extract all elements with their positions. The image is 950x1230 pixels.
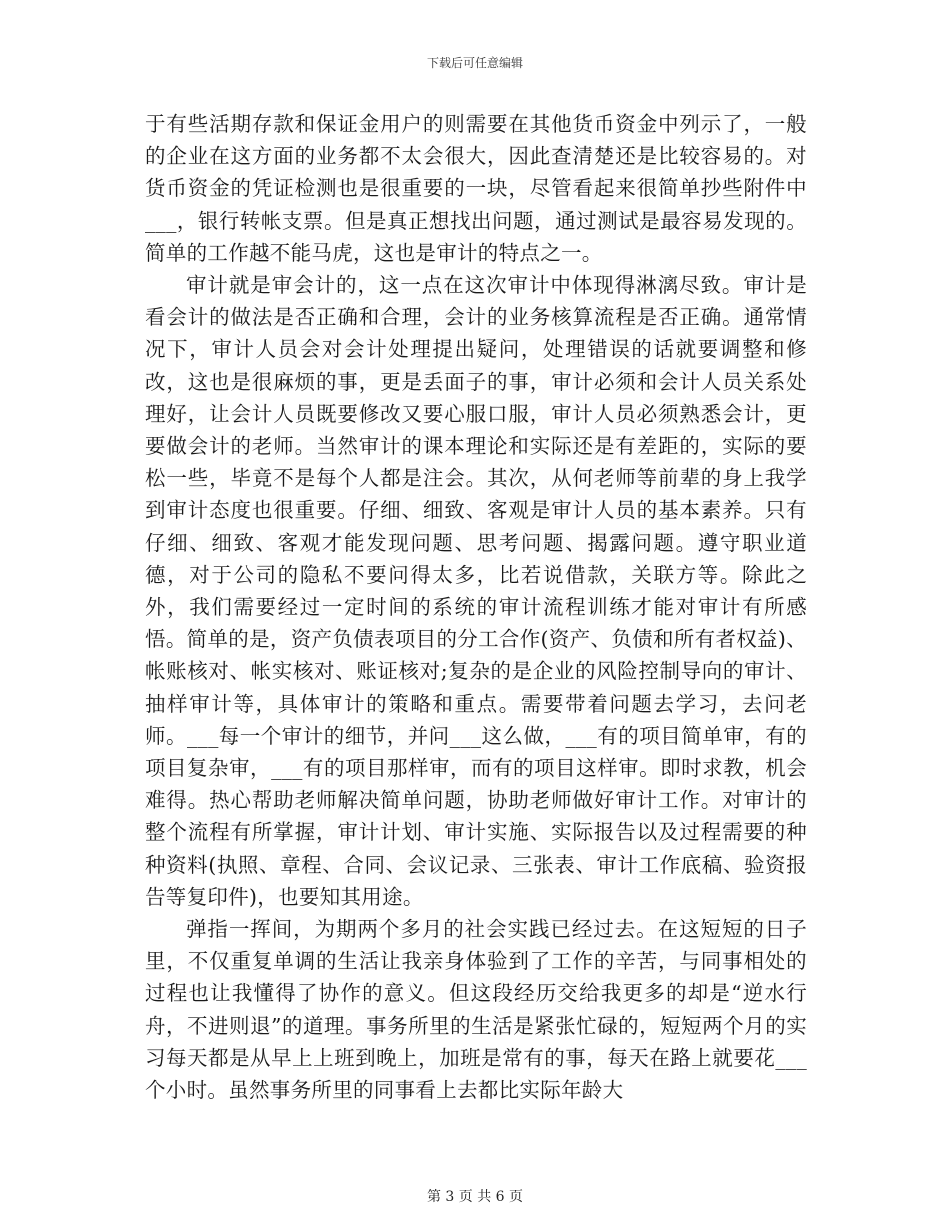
page-header: 下载后可任意编辑 xyxy=(426,56,523,70)
paragraph-1: 于有些活期存款和保证金用户的则需要在其他货币资金中列示了，一般的企业在这方面的业务都不太会很大，因此查清楚还是比较容易的。对货币资金的凭证检测也是很重要的一块，尽管看起来很简单抄些附件中___，银行转帐支票。但是真正想找出问题，通过测试是最容易发现的。简单的工作越不能马虎，这也是审计的特点之一。 xyxy=(145,112,807,265)
document-body xyxy=(145,108,807,1106)
page-number-footer: 第 3 页 共 6 页 xyxy=(426,1189,524,1205)
paragraph-3: 弹指一挥间，为期两个多月的社会实践已经过去。在这短短的日子里，不仅重复单调的生活让我亲身体验到了工作的辛苦，与同事相处的过程也让我懂得了协作的意义。但这段经历交给我更多的却是“逆水行舟，不进则退”的道理。事务所里的生活是紧张忙碌的，短短两个月的实习每天都是从早上上班到晚上，加班是常有的事，每天在路上就要花___个小时。虽然事务所里的同事看上去都比实际年龄大 xyxy=(145,917,807,1103)
paragraph-2: 审计就是审会计的，这一点在这次审计中体现得淋漓尽致。审计是看会计的做法是否正确和合理，会计的业务核算流程是否正确。通常情况下，审计人员会对会计处理提出疑问，处理错误的话就要调整和修改，这也是很麻烦的事，更是丢面子的事，审计必须和会计人员关系处理好，让会计人员既要修改又要心服口服，审计人员必须熟悉会计，更要做会计的老师。当然审计的课本理论和实际还是有差距的，实际的要松一些，毕竟不是每个人都是注会。其次，从何老师等前辈的身上我学到审计态度也很重要。仔细、细致、客观是审计人员的基本素养。只有仔细、细致、客观才能发现问题、思考问题、揭露问题。遵守职业道德，对于公司的隐私不要问得太多，比若说借款，关联方等。除此之外，我们需要经过一定时间的系统的审计流程训练才能对审计有所感悟。简单的是，资产负债表项目的分工合作(资产、负债和所有者权益)、帐账核对、帐实核对、账证核对;复杂的是企业的风险控制导向的审计、抽样审计等，具体审计的策略和重点。需要带着问题去学习，去问老师。___每一个审计的细节，并问___这么做，___有的项目简单审，有的项目复杂审，___有的项目那样审，而有的项目这样审。即时求教，机会难得。热心帮助老师解决简单问题，协助老师做好审计工作。对审计的整个流程有所掌握，审计计划、审计实施、实际报告以及过程需要的种种资料(执照、章程、合同、会议记录、三张表、审计工作底稿、验资报告等复印件)，也要知其用途。 xyxy=(145,273,807,909)
